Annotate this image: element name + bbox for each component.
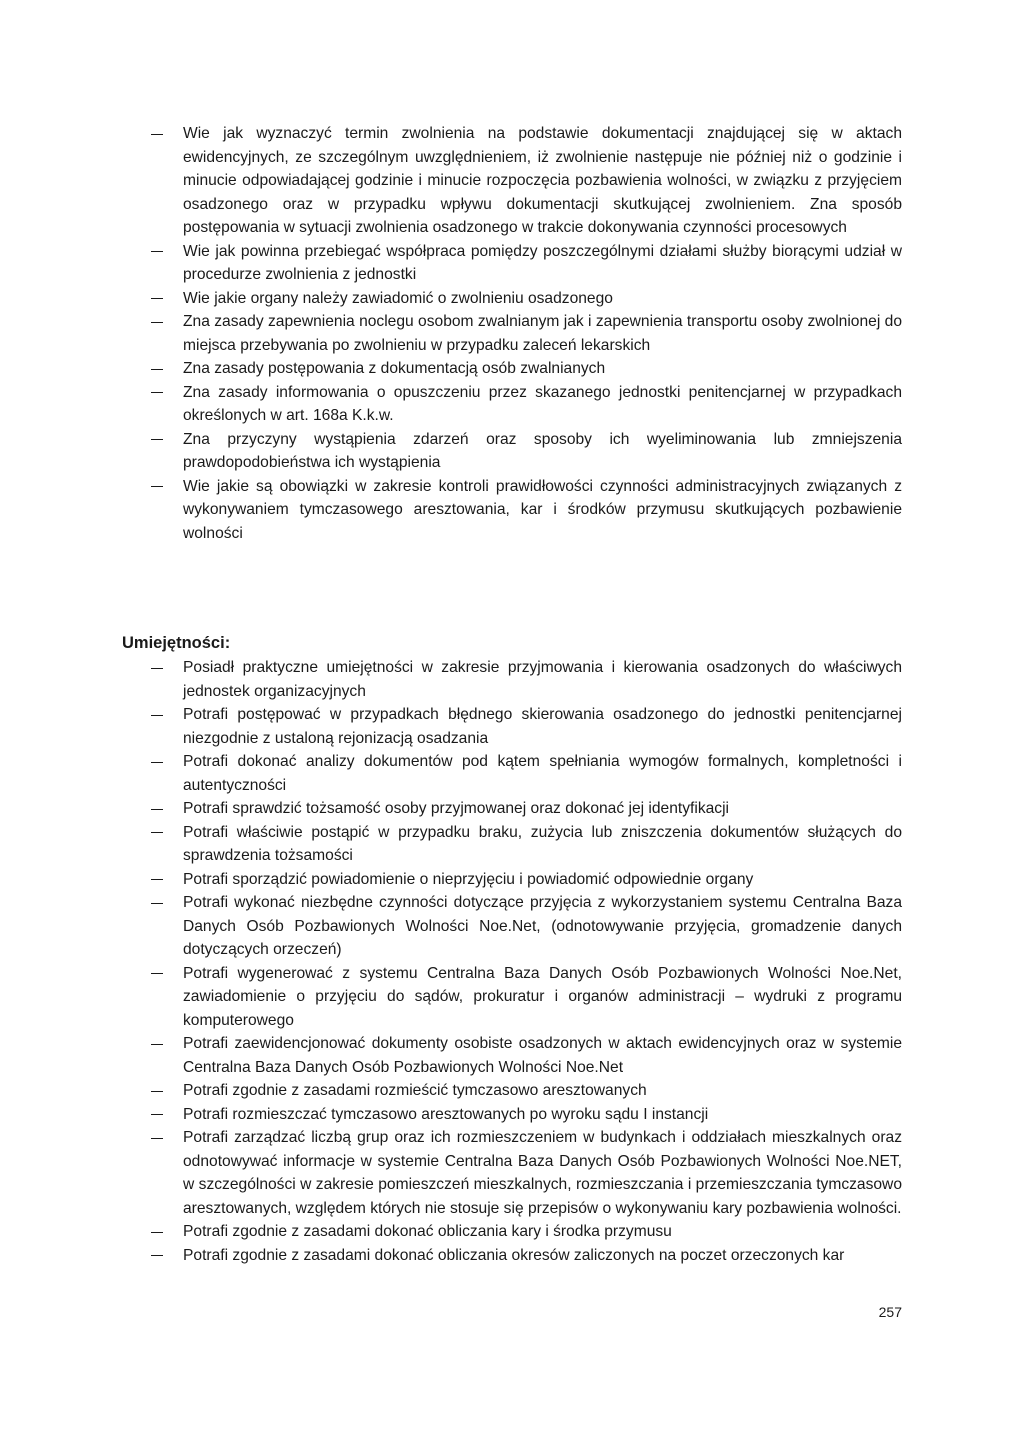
list-item <box>150 310 902 357</box>
list-item <box>150 891 902 962</box>
list-item-text: Posiadł praktyczne umiejętności w zakresie przyjmowania i kierowania osadzonych do właściwych jednostek organizacyjnych <box>183 659 902 700</box>
list-item-text: Zna zasady postępowania z dokumentacją osób zwalnianych <box>183 360 606 377</box>
list-item-text: Potrafi wygenerować z systemu Centralna Baza Danych Osób Pozbawionych Wolności Noe.Net, zawiadomienie o przyjęciu do sądów, prokuratur i organów administracji – wydruki z programu komputerowego <box>183 964 902 1029</box>
list-item <box>150 821 902 868</box>
knowledge-list <box>150 122 902 545</box>
list-item-text: Potrafi zgodnie z zasadami rozmieścić tymczasowo aresztowanych <box>183 1082 647 1099</box>
list-item <box>150 868 902 892</box>
list-item <box>150 1103 902 1127</box>
list-item <box>150 797 902 821</box>
list-item-text: Potrafi właściwie postąpić w przypadku braku, zużycia lub zniszczenia dokumentów służących do sprawdzenia tożsamości <box>183 823 902 864</box>
list-item-text: Zna przyczyny wystąpienia zdarzeń oraz sposoby ich wyeliminowania lub zmniejszenia prawdopodobieństwa ich wystąpienia <box>183 430 902 471</box>
list-item-text: Potrafi zgodnie z zasadami dokonać obliczania okresów zaliczonych na poczet orzeczonych kar <box>183 1246 845 1264</box>
list-item <box>150 1220 902 1244</box>
list-item <box>150 287 902 311</box>
list-item <box>150 962 902 1033</box>
list-item <box>150 656 902 703</box>
list-item-text: Potrafi postępować w przypadkach błędnego skierowania osadzonego do jednostki penitencjarnej niezgodnie z ustaloną rejonizacją osadzania <box>183 706 902 747</box>
list-item-text: Zna zasady informowania o opuszczeniu przez skazanego jednostki penitencjarnej w przypadkach określonych w art. 168a K.k.w. <box>183 383 902 424</box>
list-item <box>150 381 902 428</box>
skills-list <box>150 656 902 1267</box>
list-item-text: Wie jak wyznaczyć termin zwolnienia na podstawie dokumentacji znajdującej się w aktach ewidencyjnych, ze szczególnym uwzględnieniem, iż zwolnienie następuje nie później niż o godzinie i minucie odpowiadającej godzinie i minucie rozpoczęcia pozbawienia wolności, w związku z przyjęciem osadzonego oraz w przypadku wpływu dokumentacji skutkującej zwolnieniem. Zna sposób postępowania w sytuacji zwolnienia osadzonego w trakcie dokonywania czynności procesowych <box>183 125 902 236</box>
list-item-text: Wie jakie organy należy zawiadomić o zwolnieniu osadzonego <box>183 289 613 307</box>
list-item <box>150 475 902 546</box>
list-item-text: Potrafi zgodnie z zasadami dokonać obliczania kary i środka przymusu <box>183 1223 672 1240</box>
list-item <box>150 703 902 750</box>
list-item <box>150 357 902 381</box>
list-item <box>150 240 902 287</box>
list-item <box>150 1126 902 1220</box>
list-item-text: Potrafi sporządzić powiadomienie o nieprzyjęciu i powiadomić odpowiednie organy <box>183 870 754 888</box>
list-item-text: Wie jak powinna przebiegać współpraca pomiędzy poszczególnymi działami służby biorącymi udział w procedurze zwolnienia z jednostki <box>183 242 902 283</box>
page-number: 257 <box>878 1304 902 1320</box>
list-item <box>150 122 902 240</box>
list-item-text: Wie jakie są obowiązki w zakresie kontroli prawidłowości czynności administracyjnych związanych z wykonywaniem tymczasowego aresztowania, kar i środków przymusu skutkujących pozbawienie wolności <box>183 477 902 542</box>
list-item-text: Zna zasady zapewnienia noclegu osobom zwalnianym jak i zapewnienia transportu osoby zwolnionej do miejsca przebywania po zwolnieniu w przypadku zaleceń lekarskich <box>183 313 902 354</box>
list-item <box>150 428 902 475</box>
list-item-text: Potrafi zaewidencjonować dokumenty osobiste osadzonych w aktach ewidencyjnych oraz w systemie Centralna Baza Danych Osób Pozbawionych Wolności Noe.Net <box>183 1035 902 1076</box>
list-item-text: Potrafi wykonać niezbędne czynności dotyczące przyjęcia z wykorzystaniem systemu Centralna Baza Danych Osób Pozbawionych Wolności Noe.Net, (odnotowywanie przyjęcia, gromadzenie danych dotyczących orzeczeń) <box>183 894 902 958</box>
list-item-text: Potrafi sprawdzić tożsamość osoby przyjmowanej oraz dokonać jej identyfikacji <box>183 800 730 817</box>
list-item-text: Potrafi zarządzać liczbą grup oraz ich rozmieszczeniem w budynkach i oddziałach mieszkalnych oraz odnotowywać informacje w systemie Centralna Baza Danych Osób Pozbawionych Wolności Noe.NET, w szczególności w zakresie pomieszczeń mieszkalnych, rozmieszczania i przemieszczania tymczasowo aresztowanych, względem których nie stosuje się przepisów o wykonywaniu kary pozbawienia wolności. <box>183 1129 902 1217</box>
list-item <box>150 1079 902 1103</box>
list-item <box>150 1244 902 1268</box>
skills-heading: Umiejętności: <box>122 634 231 652</box>
list-item <box>150 1032 902 1079</box>
list-item <box>150 750 902 797</box>
list-item-text: Potrafi dokonać analizy dokumentów pod kątem spełniania wymogów formalnych, kompletności i autentyczności <box>183 753 902 794</box>
list-item-text: Potrafi rozmieszczać tymczasowo aresztowanych po wyroku sądu I instancji <box>183 1105 709 1123</box>
